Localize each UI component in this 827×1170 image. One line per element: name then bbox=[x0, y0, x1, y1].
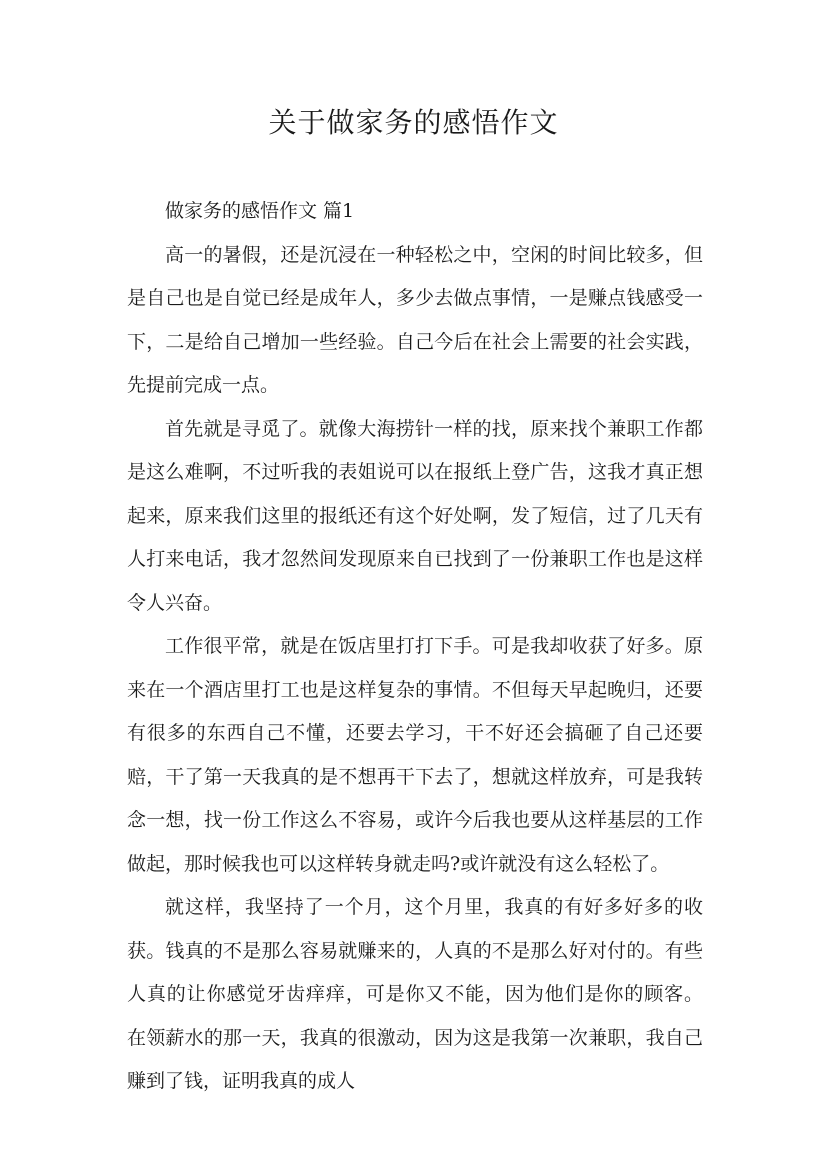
paragraph-2: 首先就是寻觅了。就像大海捞针一样的找，原来找个兼职工作都是这么难啊，不过听我的表姐说可以在报纸上登广告，这我才真正想起来，原来我们这里的报纸还有这个好处啊，发了短信，过了几天有人打来电话，我才忽然间发现原来自已找到了一份兼职工作也是这样令人兴奋。 bbox=[127, 417, 703, 614]
section-heading: 做家务的感悟作文 篇1 bbox=[165, 200, 355, 222]
paragraph-3: 工作很平常，就是在饭店里打打下手。可是我却收获了好多。原来在一个酒店里打工也是这样复杂的事情。不但每天早起晚归，还要有很多的东西自己不懂，还要去学习，干不好还会搞砸了自己还要赔，干了第一天我真的是不想再干下去了，想就这样放弃，可是我转念一想，找一份工作这么不容易，或许今后我也要从这样基层的工作做起，那时候我也可以这样转身就走吗?或许就没有这么轻松了。 bbox=[127, 635, 703, 875]
document-body bbox=[127, 190, 703, 1104]
paragraph-4: 就这样，我坚持了一个月，这个月里，我真的有好多好多的收获。钱真的不是那么容易就赚来的，人真的不是那么好对付的。有些人真的让你感觉牙齿痒痒，可是你又不能，因为他们是你的顾客。 在领薪水的那一天，我真的很激动，因为这是我第一次兼职，我自己赚到了钱，证明我真的成人 bbox=[127, 896, 703, 1092]
document-title: 关于做家务的感悟作文 bbox=[268, 106, 559, 139]
paragraph-1: 高一的暑假，还是沉浸在一种轻松之中，空闲的时间比较多，但是自己也是自觉已经是成年人，多少去做点事情，一是赚点钱感受一下，二是给自己增加一些经验。自己今后在社会上需要的社会实践，先提前完成一点。 bbox=[127, 243, 703, 396]
